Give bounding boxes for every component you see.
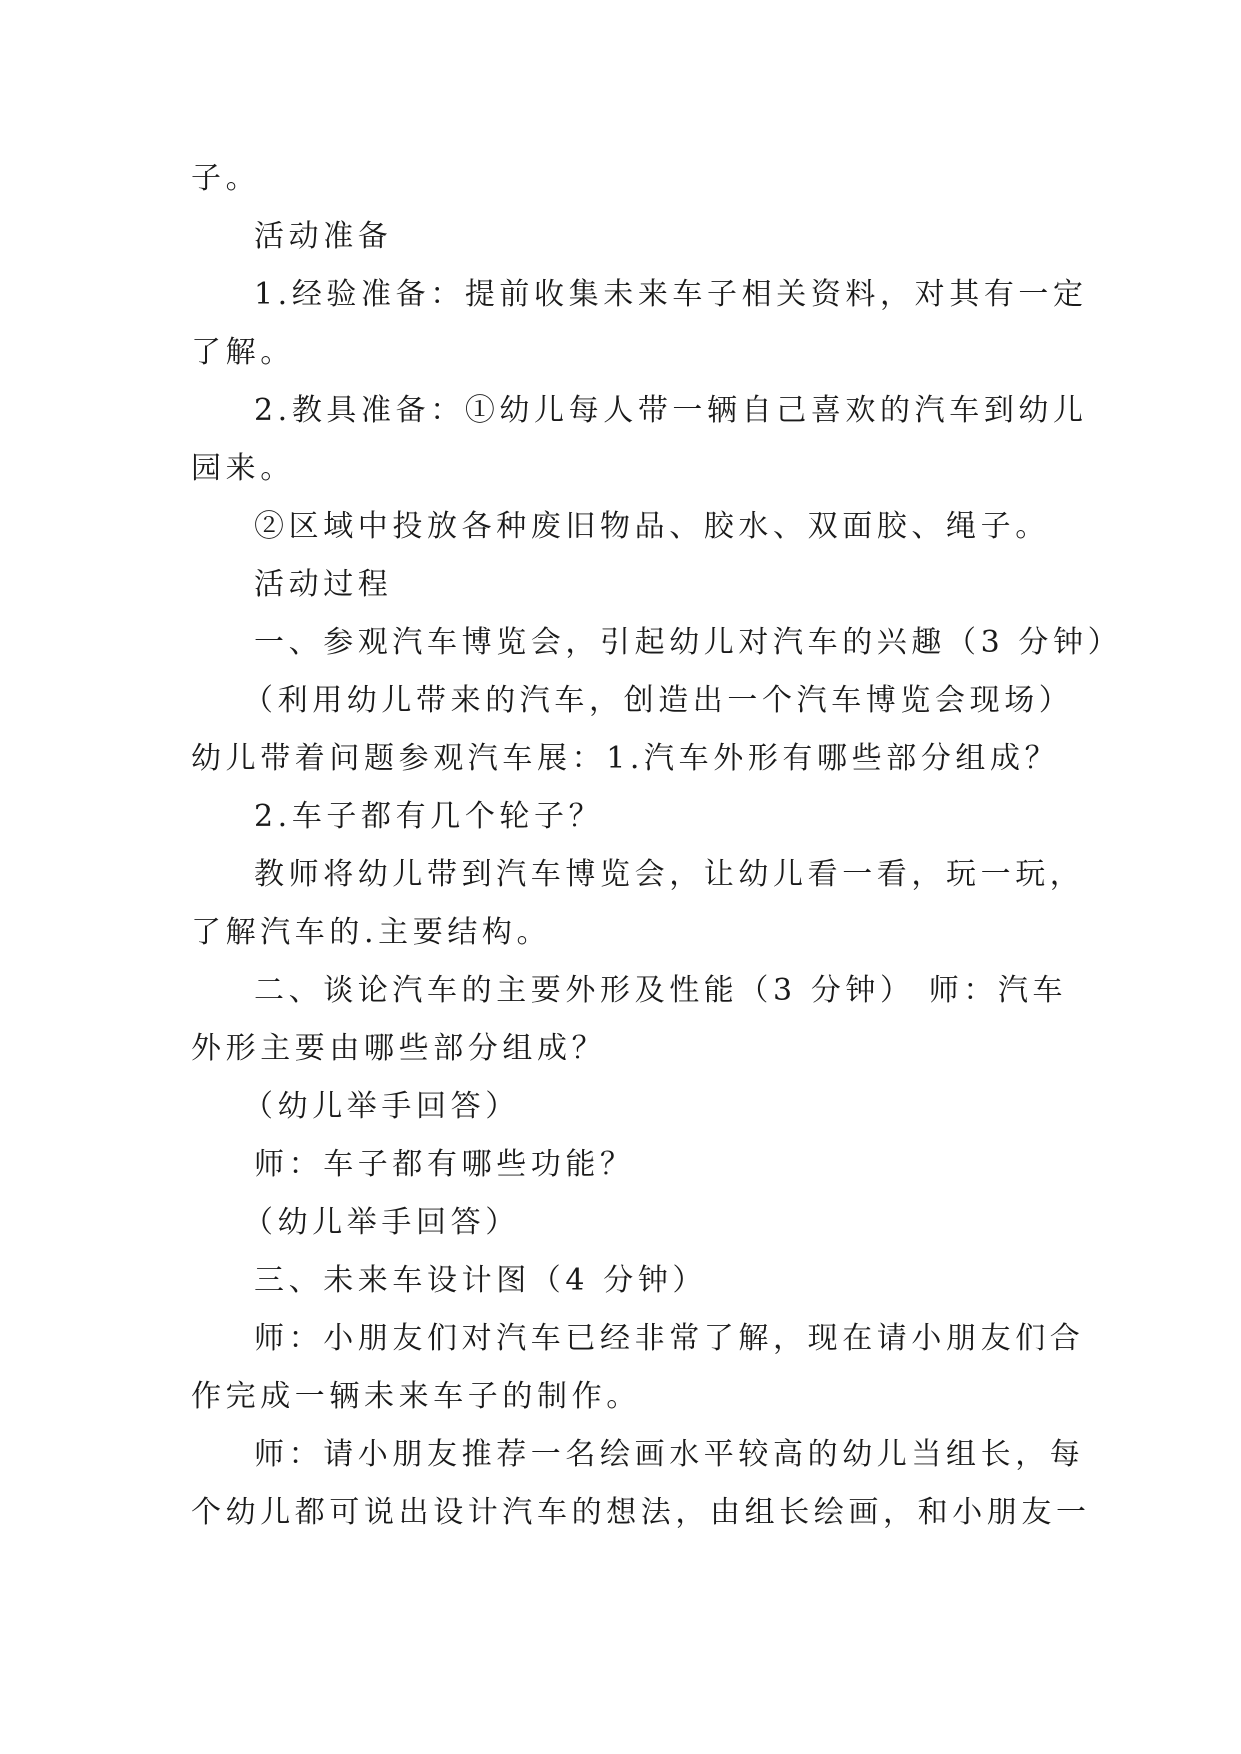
text-line: 2.教具准备：①幼儿每人带一辆自己喜欢的汽车到幼儿 — [254, 393, 1088, 428]
text-line: （利用幼儿带来的汽车，创造出一个汽车博览会现场） — [243, 683, 1074, 718]
text-line: 外形主要由哪些部分组成？ — [191, 1031, 607, 1066]
text-line: ②区域中投放各种废旧物品、胶水、双面胶、绳子。 — [254, 509, 1050, 544]
text-line: 了解汽车的.主要结构。 — [191, 915, 552, 950]
text-line: 2.车子都有几个轮子？ — [254, 799, 604, 834]
text-line: 师：请小朋友推荐一名绘画水平较高的幼儿当组长，每 — [254, 1437, 1085, 1472]
text-line: 一、参观汽车博览会，引起幼儿对汽车的兴趣（3 分钟） — [254, 625, 1123, 660]
text-line: 子。 — [191, 161, 261, 196]
section-heading-preparation: 活动准备 — [254, 219, 393, 254]
text-line: （幼儿举手回答） — [243, 1089, 520, 1124]
text-line: 教师将幼儿带到汽车博览会，让幼儿看一看，玩一玩， — [254, 857, 1085, 892]
text-line: 了解。 — [191, 335, 295, 370]
document-body — [191, 150, 1123, 1542]
text-line: 个幼儿都可说出设计汽车的想法，由组长绘画，和小朋友一 — [191, 1495, 1091, 1530]
text-line: 1.经验准备：提前收集未来车子相关资料，对其有一定 — [254, 277, 1088, 312]
text-line: 幼儿带着问题参观汽车展：1.汽车外形有哪些部分组成？ — [191, 741, 1060, 776]
text-line: 三、未来车设计图（4 分钟） — [254, 1263, 708, 1298]
section-heading-process: 活动过程 — [254, 567, 393, 602]
text-line: 师：小朋友们对汽车已经非常了解，现在请小朋友们合 — [254, 1321, 1085, 1356]
text-line: 二、谈论汽车的主要外形及性能（3 分钟） 师：汽车 — [254, 973, 1068, 1008]
text-line: 师：车子都有哪些功能？ — [254, 1147, 635, 1182]
text-line: 作完成一辆未来车子的制作。 — [191, 1379, 641, 1414]
text-line: （幼儿举手回答） — [243, 1205, 520, 1240]
text-line: 园来。 — [191, 451, 295, 486]
